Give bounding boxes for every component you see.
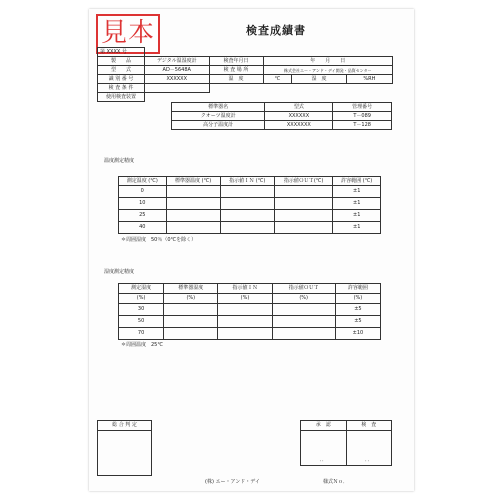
- humid-cell: [218, 316, 272, 328]
- temp-section-title: 温度測定精度: [104, 158, 135, 164]
- inspection-date-label: 検査年月日: [209, 57, 263, 66]
- humid-cell: ±5: [335, 316, 380, 328]
- temp-cell: [166, 222, 220, 234]
- humid-header: 許容範囲: [335, 284, 380, 294]
- temp-cell: [220, 222, 274, 234]
- temp-cell: 25: [119, 210, 167, 222]
- table-row: [119, 316, 381, 328]
- table-row: [119, 210, 381, 222]
- temperature-value: ℃: [263, 75, 292, 84]
- equipment-header-name: 標準器名: [172, 103, 265, 112]
- temp-cell: [166, 210, 220, 222]
- temp-cell: [274, 198, 333, 210]
- temp-cell: 40: [119, 222, 167, 234]
- humid-header: 測定湿度: [119, 284, 164, 294]
- temp-header: 許容範囲 (℃): [333, 177, 381, 186]
- approval-label: 承 認: [301, 421, 347, 431]
- model-value: AD－5648A: [145, 66, 210, 75]
- humid-cell: ±10: [335, 328, 380, 340]
- header-table: [97, 47, 393, 102]
- document-title: 検査成績書: [246, 24, 306, 37]
- product-label: 製 品: [98, 57, 145, 66]
- equipment-name: クオーツ温度計: [172, 112, 265, 121]
- approval-box: [300, 420, 392, 466]
- humid-header: 指示値ＩＮ: [218, 284, 272, 294]
- humid-unit: (%): [218, 294, 272, 304]
- equipment-used-label: 使用検査装置: [98, 93, 145, 102]
- temp-cell: 0: [119, 186, 167, 198]
- temp-header: 指示値ＩＮ (℃): [220, 177, 274, 186]
- form-number: 様式Ｎｏ．: [323, 479, 349, 485]
- product-value: デジタル温湿度計: [145, 57, 210, 66]
- humid-cell: 50: [119, 316, 164, 328]
- temp-cell: [274, 210, 333, 222]
- temp-cell: [220, 198, 274, 210]
- judgement-label: 総 合 判 定: [98, 421, 152, 431]
- temp-cell: ±1: [333, 222, 381, 234]
- temp-cell: [220, 186, 274, 198]
- serial-value: XXXXXX: [145, 75, 210, 84]
- inspection-field: ．．: [346, 431, 392, 466]
- doc-number-prefix: 第: [100, 48, 106, 55]
- temp-cell: ±1: [333, 198, 381, 210]
- humid-cell: 30: [119, 304, 164, 316]
- temp-cell: [220, 210, 274, 222]
- humid-cell: [164, 328, 218, 340]
- humid-unit: (%): [164, 294, 218, 304]
- humid-cell: [272, 328, 335, 340]
- humid-table: [118, 283, 381, 340]
- humid-unit: (%): [272, 294, 335, 304]
- humid-cell: [272, 316, 335, 328]
- humid-cell: [272, 304, 335, 316]
- inspection-place-label: 検 査 場 所: [209, 66, 263, 75]
- humid-cell: [218, 304, 272, 316]
- conditions-value: [145, 84, 210, 93]
- table-row: [172, 121, 392, 130]
- equipment-name: 高分子温度計: [172, 121, 265, 130]
- inspection-label: 検 査: [346, 421, 392, 431]
- humid-cell: [218, 328, 272, 340]
- doc-number-cell: [98, 48, 145, 57]
- temp-header: 測定温度 (℃): [119, 177, 167, 186]
- company-name: (株) エー・アンド・デイ: [205, 479, 260, 485]
- humid-cell: 70: [119, 328, 164, 340]
- table-row: [119, 186, 381, 198]
- temp-cell: [166, 198, 220, 210]
- humid-unit: (%): [119, 294, 164, 304]
- temp-cell: [166, 186, 220, 198]
- inspection-date-value: 年 月 日: [263, 57, 393, 66]
- equipment-header-model: 型式: [265, 103, 333, 112]
- temp-cell: [274, 222, 333, 234]
- humid-note: ＊周囲温度 25℃: [121, 342, 163, 348]
- doc-number-value: XXXX: [106, 48, 121, 55]
- table-row: [119, 222, 381, 234]
- temp-cell: ±1: [333, 186, 381, 198]
- humid-unit: (%): [335, 294, 380, 304]
- temp-header: 指示値ＯＵＴ(℃): [274, 177, 333, 186]
- inspection-place-value: 株式会社エー・アンド・デイ開発・品質センター: [263, 66, 393, 75]
- sample-stamp: 見本: [96, 14, 160, 54]
- temp-note: ＊周囲湿度 50％（0℃を除く）: [121, 237, 197, 243]
- temp-header: 標準器温度 (℃): [166, 177, 220, 186]
- equipment-control-no: T－089: [333, 112, 392, 121]
- serial-label: 識 別 番 号: [98, 75, 145, 84]
- temp-table: [118, 176, 381, 234]
- humid-header: 標準器湿度: [164, 284, 218, 294]
- temp-cell: ±1: [333, 210, 381, 222]
- humid-cell: [164, 316, 218, 328]
- temperature-label: 温 度: [209, 75, 263, 84]
- table-row: [172, 112, 392, 121]
- equipment-model: XXXXXX: [265, 112, 333, 121]
- humidity-label: 湿 度: [292, 75, 346, 84]
- judgement-box: [97, 420, 152, 476]
- equipment-control-no: T－128: [333, 121, 392, 130]
- equipment-table: [171, 102, 392, 130]
- humid-section-title: 湿度測定精度: [104, 269, 135, 275]
- table-row: [119, 198, 381, 210]
- temp-cell: 10: [119, 198, 167, 210]
- doc-number-suffix: 号: [121, 48, 127, 55]
- humid-cell: [164, 304, 218, 316]
- equipment-header-control: 管理番号: [333, 103, 392, 112]
- temp-cell: [274, 186, 333, 198]
- humidity-value: %RH: [346, 75, 392, 84]
- table-row: [119, 328, 381, 340]
- humid-header: 指示値ＯＵＴ: [272, 284, 335, 294]
- model-label: 型 式: [98, 66, 145, 75]
- conditions-label: 検 査 条 件: [98, 84, 145, 93]
- equipment-model: XXXXXXX: [265, 121, 333, 130]
- judgement-field: [98, 431, 152, 476]
- humid-cell: ±5: [335, 304, 380, 316]
- approval-field: ．．: [301, 431, 347, 466]
- table-row: [119, 304, 381, 316]
